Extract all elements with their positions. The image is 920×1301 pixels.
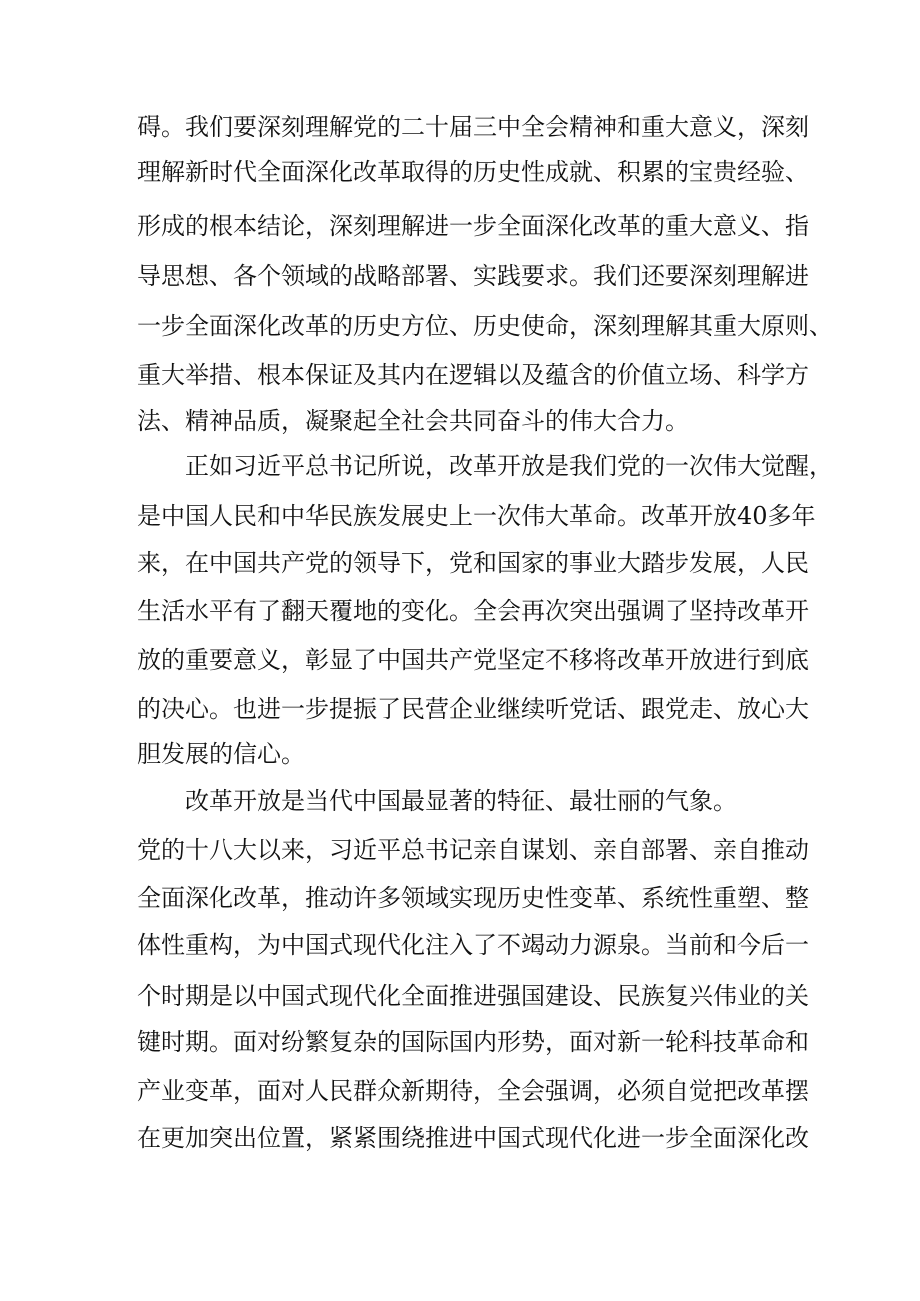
text-line: 改革开放是当代中国最显著的特征、最壮丽的气象。 [185, 787, 737, 815]
text-line: 胆发展的信心。 [137, 740, 305, 768]
text-line: 重大举措、根本保证及其内在逻辑以及蕴含的价值立场、科学方 [137, 361, 809, 389]
text-line: 来，在中国共产党的领导下，党和国家的事业大踏步发展，人民 [137, 549, 809, 577]
text-line: 个时期是以中国式现代化全面推进强国建设、民族复兴伟业的关 [137, 982, 809, 1010]
text-line: 形成的根本结论，深刻理解进一步全面深化改革的重大意义、指 [137, 212, 809, 240]
text-line: 体性重构，为中国式现代化注入了不竭动力源泉。当前和今后一 [137, 931, 809, 959]
text-line: 的决心。也进一步提振了民营企业继续听党话、跟党走、放心大 [137, 695, 809, 723]
text-line: 党的十八大以来，习近平总书记亲自谋划、亲自部署、亲自推动 [137, 836, 809, 864]
text-line: 是中国人民和中华民族发展史上一次伟大革命。改革开放40多年 [137, 502, 816, 530]
text-line: 理解新时代全面深化改革取得的历史性成就、积累的宝贵经验、 [137, 158, 809, 186]
text-line: 碍。我们要深刻理解党的二十届三中全会精神和重大意义，深刻 [137, 113, 809, 141]
text-line: 一步全面深化改革的历史方位、历史使命，深刻理解其重大原则、 [137, 312, 833, 340]
text-line: 正如习近平总书记所说，改革开放是我们党的一次伟大觉醒， [185, 452, 833, 480]
text-line: 生活水平有了翻天覆地的变化。全会再次突出强调了坚持改革开 [137, 597, 809, 625]
text-line: 导思想、各个领域的战略部署、实践要求。我们还要深刻理解进 [137, 262, 809, 290]
text-line: 法、精神品质，凝聚起全社会共同奋斗的伟大合力。 [137, 407, 689, 435]
text-line: 全面深化改革，推动许多领域实现历史性变革、系统性重塑、整 [137, 884, 809, 912]
text-line: 产业变革，面对人民群众新期待，全会强调，必须自觉把改革摆 [137, 1077, 809, 1105]
text-line: 在更加突出位置，紧紧围绕推进中国式现代化进一步全面深化改 [137, 1124, 809, 1152]
text-line: 放的重要意义，彰显了中国共产党坚定不移将改革开放进行到底 [137, 646, 809, 674]
text-line: 键时期。面对纷繁复杂的国际国内形势，面对新一轮科技革命和 [137, 1028, 809, 1056]
